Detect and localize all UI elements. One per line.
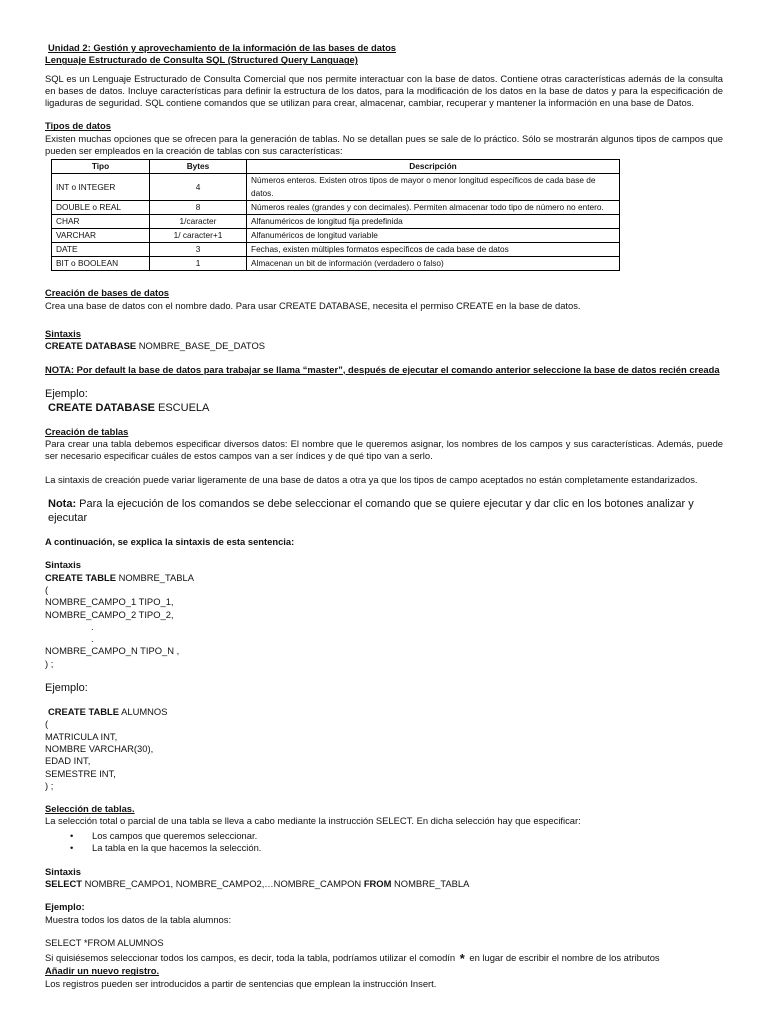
- creacion-tablas-heading: Creación de tablas: [45, 425, 129, 437]
- type-cell: DATE: [52, 243, 150, 257]
- anadir-heading: Añadir un nuevo registro.: [45, 965, 160, 977]
- ejemplo-label: Ejemplo:: [45, 901, 85, 913]
- ejemplo-label: Ejemplo:: [45, 682, 88, 695]
- sql-keyword: CREATE DATABASE: [48, 401, 155, 414]
- asterisk-symbol: *: [459, 951, 465, 967]
- data-types-table: [51, 159, 620, 271]
- creacion-bd-heading: Creación de bases de datos: [45, 287, 170, 299]
- continuacion-text: A continuación, se explica la sintaxis de esta sentencia:: [45, 536, 295, 548]
- creacion-tablas-paragraph-2: La sintaxis de creación puede variar ligeramente de una base de datos a otra ya que los tipos de campo aceptados no están completamente estandarizados.: [45, 473, 698, 485]
- type-cell: BIT o BOOLEAN: [52, 257, 150, 271]
- type-cell: INT o INTEGER: [52, 174, 150, 201]
- comodin-before: Si quisiésemos seleccionar todos los campos, es decir, toda la tabla, podríamos utilizar el comodín: [45, 952, 458, 964]
- example-line: SEMESTRE INT,: [45, 767, 116, 779]
- sql-keyword: CREATE TABLE: [45, 571, 117, 583]
- sql-keyword: SELECT: [45, 877, 82, 889]
- syntax-line: .: [91, 633, 94, 645]
- list-item: • La tabla en la que hacemos la selección.: [92, 842, 723, 855]
- document-subtitle: Lenguaje Estructurado de Consulta SQL (Structured Query Language): [45, 54, 358, 66]
- list-item: • Los campos que queremos seleccionar.: [92, 830, 723, 843]
- sql-argument: ALUMNOS: [119, 706, 168, 718]
- nota-ejecucion: [45, 497, 723, 525]
- example-line: EDAD INT,: [45, 755, 91, 767]
- create-database-example: [45, 401, 723, 415]
- bytes-cell: 1/caracter: [150, 215, 247, 229]
- table-row: [52, 174, 620, 201]
- table-row: [52, 257, 620, 271]
- description-cell: Almacenan un bit de información (verdadero o falso): [247, 257, 620, 271]
- description-cell: Alfanuméricos de longitud fija predefinida: [247, 215, 620, 229]
- example-line: (: [45, 718, 49, 730]
- intro-paragraph: SQL es un Lenguaje Estructurado de Consulta Comercial que nos permite interactuar con la base de datos. Contiene otras características además de la consulta en bases de datos. Incluye características para definir la estructura de los datos, para la modificación de los datos en la base de datos y para la especificación de ligaduras de seguridad. SQL contiene comandos que se utilizan para crear, almacenar, cambiar, recuperar y mantener la información en una base de Datos.: [45, 72, 723, 109]
- create-table-syntax: [45, 572, 723, 584]
- bytes-cell: 3: [150, 243, 247, 257]
- table-row: [52, 229, 620, 243]
- nota-master: NOTA: Por default la base de datos para trabajar se llama “master”, después de ejecutar el comando anterior seleccione la base de datos recién creada: [45, 363, 720, 375]
- column-header: Tipo: [52, 160, 150, 174]
- tipos-paragraph: Existen muchas opciones que se ofrecen para la generación de tablas. No se detallan pues se sale de lo práctico. Sólo se mostrarán algunos tipos de campos que pueden ser empleados en la creación de tablas con sus características:: [45, 132, 723, 157]
- nota-label: Nota:: [48, 498, 77, 511]
- document-page: [45, 42, 723, 990]
- seleccion-heading: Selección de tablas.: [45, 803, 135, 815]
- create-database-syntax: [45, 340, 723, 352]
- seleccion-paragraph: La selección total o parcial de una tabla se lleva a cabo mediante la instrucción SELECT. En dicha selección hay que especificar:: [45, 815, 581, 827]
- example-line: NOMBRE VARCHAR(30),: [45, 742, 154, 754]
- type-cell: CHAR: [52, 215, 150, 229]
- ejemplo-text: Muestra todos los datos de la tabla alumnos:: [45, 913, 232, 925]
- description-cell: Números reales (grandes y con decimales). Permiten almacenar todo tipo de número no entero.: [247, 201, 620, 215]
- tipos-heading: Tipos de datos: [45, 120, 111, 132]
- table-row: [52, 243, 620, 257]
- document-title: Unidad 2: Gestión y aprovechamiento de la información de las bases de datos: [48, 42, 397, 53]
- select-syntax: [45, 878, 723, 890]
- sintaxis-label: Sintaxis: [45, 559, 81, 571]
- select-example: SELECT *FROM ALUMNOS: [45, 936, 164, 948]
- syntax-line: NOMBRE_CAMPO_2 TIPO_2,: [45, 608, 174, 620]
- bytes-cell: 1: [150, 257, 247, 271]
- ejemplo-label: Ejemplo:: [45, 387, 88, 400]
- column-header: Bytes: [150, 160, 247, 174]
- sintaxis-label: Sintaxis: [45, 865, 81, 877]
- example-line: MATRICULA INT,: [45, 730, 118, 742]
- bytes-cell: 4: [150, 174, 247, 201]
- description-cell: Alfanuméricos de longitud variable: [247, 229, 620, 243]
- seleccion-bullet-list: [45, 830, 723, 855]
- syntax-line: ) ;: [45, 657, 54, 669]
- sql-argument: NOMBRE_TABLA: [116, 571, 194, 583]
- bytes-cell: 1/ caracter+1: [150, 229, 247, 243]
- syntax-line: (: [45, 583, 49, 595]
- table-row: [52, 201, 620, 215]
- column-header: Descripción: [247, 160, 620, 174]
- sql-argument: NOMBRE_BASE_DE_DATOS: [136, 340, 266, 352]
- bytes-cell: 8: [150, 201, 247, 215]
- creacion-tablas-paragraph: Para crear una tabla debemos especificar diversos datos: El nombre que le queremos asignar, los nombres de los campos y sus características. Además, puede ser necesario especificar cuáles de estos campos van a ser índices y de qué tipo van a serlo.: [45, 438, 723, 462]
- syntax-line: NOMBRE_CAMPO_N TIPO_N ,: [45, 645, 180, 657]
- type-cell: DOUBLE o REAL: [52, 201, 150, 215]
- anadir-paragraph: Los registros pueden ser introducidos a partir de sentencias que emplean la instrucción Insert.: [45, 977, 437, 989]
- sql-argument: NOMBRE_CAMPO1, NOMBRE_CAMPO2,…NOMBRE_CAMPON: [81, 877, 364, 889]
- sql-keyword: FROM: [363, 877, 392, 889]
- sql-keyword: CREATE TABLE: [48, 706, 120, 718]
- table-row: [52, 215, 620, 229]
- sintaxis-label: Sintaxis: [45, 327, 81, 339]
- comodin-after: en lugar de escribir el nombre de los atributos: [466, 952, 660, 964]
- description-cell: Fechas, existen múltiples formatos específicos de cada base de datos: [247, 243, 620, 257]
- type-cell: VARCHAR: [52, 229, 150, 243]
- creacion-bd-paragraph: Crea una base de datos con el nombre dado. Para usar CREATE DATABASE, necesita el permiso CREATE en la base de datos.: [45, 299, 581, 311]
- create-table-example: [45, 706, 723, 718]
- sql-argument: ESCUELA: [154, 401, 210, 414]
- nota-text: Para la ejecución de los comandos se debe seleccionar el comando que se quiere ejecutar y dar clic en los botones analizar y ejecutar: [48, 498, 694, 525]
- sql-argument: NOMBRE_TABLA: [391, 877, 470, 889]
- comodin-paragraph: [45, 952, 723, 965]
- sql-keyword: CREATE DATABASE: [45, 340, 137, 352]
- example-line: ) ;: [45, 779, 54, 791]
- description-cell: Números enteros. Existen otros tipos de mayor o menor longitud específicos de cada base de datos.: [247, 174, 620, 201]
- syntax-line: .: [91, 620, 94, 632]
- syntax-line: NOMBRE_CAMPO_1 TIPO_1,: [45, 596, 174, 608]
- table-header-row: [52, 160, 620, 174]
